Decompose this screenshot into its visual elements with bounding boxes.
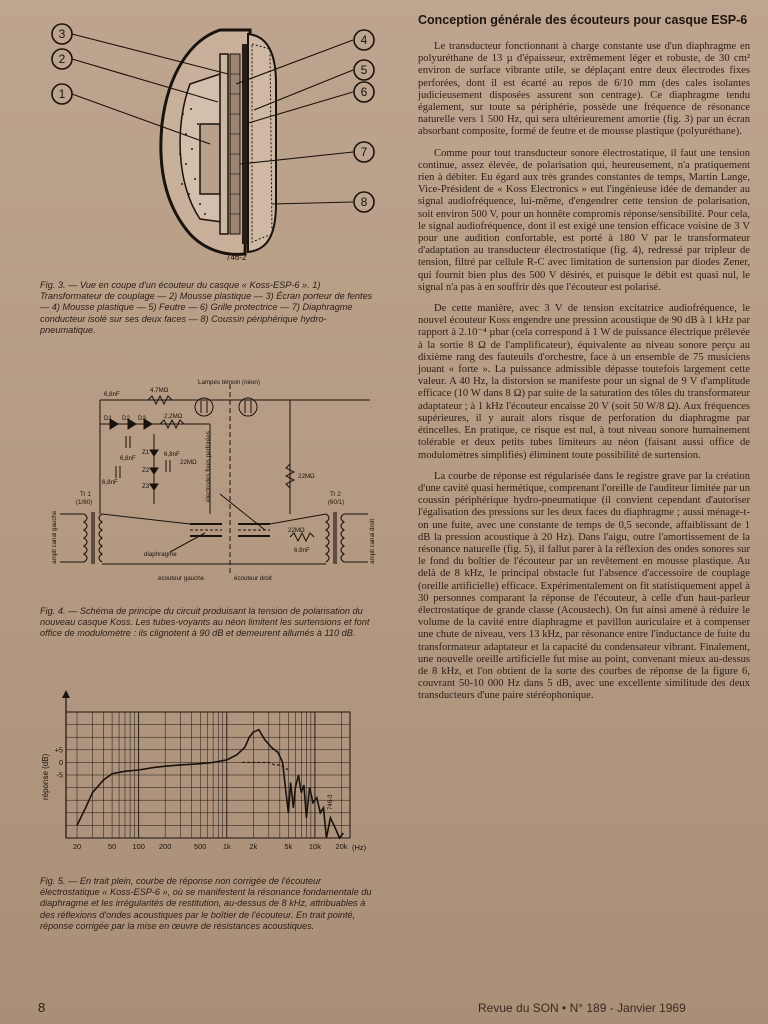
x-tick-label: 5k	[284, 842, 293, 851]
y-tick-label: 0	[58, 757, 63, 767]
paragraph-1: Le transducteur fonctionnant à charge constante use d'un diaphragme en polyuréthane de 13 µ d'épaisseur, extrêmement léger et robuste, de 30 cm² environ de surface vibrante utile, se déplaçant entre deux électrodes fixes perforées, dont il est écarté au repos de 6/10 mm (des cales isolantes judicieusement disposées assurent son centrage). Ce diaphragme tendu également, sur toute sa périphérie, possède une fréquence de résonance naturelle vers 1 500 Hz, qui sera ultérieurement amortie (fig. 3) par un écran absorbant composite, formé de feutre et de mousse plastique (polyuréthane).	[418, 41, 750, 138]
fig5-caption: Fig. 5. — En trait plein, courbe de réponse non corrigée de l'écouteur électrostatique « Koss-ESP-6 », où se manifestent la résonance fondamentale du diaphragme et les irrégularités de restitution, au-dessus de 8 kHz, attribuables à des réflexions d'ondes acoustiques par le boîtier de l'écouteur. En trait pointé, réponse corrigée par la mise en œuvre de résistances acoustiques.	[40, 876, 372, 931]
label-r3: 22MΩ	[180, 459, 197, 466]
y-tick-label: +5	[54, 745, 63, 755]
transformer	[200, 124, 220, 194]
figure-5-response-chart	[40, 690, 380, 860]
label-tr2-ratio: (60/1)	[328, 499, 345, 506]
x-tick-label: 1k	[222, 842, 231, 851]
label-r4: 22MΩ	[298, 473, 315, 480]
chart-mark: 746-3	[328, 794, 334, 810]
article-title: Conception générale des écouteurs pour casque ESP-6	[418, 13, 748, 27]
label-r5: 22MΩ	[288, 527, 305, 534]
fig3-caption: Fig. 3. — Vue en coupe d'un écouteur du casque « Koss-ESP-6 ». 1) Transformateur de couplage — 2) Mousse plastique — 3) Écran porteur de fentes — 4) Mousse plastique — 5) Feutre — 6) Grille protectrice — 7) Diaphragme conducteur isolé sur ses deux faces — 8) Coussin périphérique hydro-pneumatique.	[40, 280, 373, 335]
paragraph-2: Comme pour tout transducteur sonore électrostatique, il faut une tension continue, assez élevée, de polarisation qui, heureusement, n'a pratiquement rien à débiter. Eu égard aux très grandes constantes de temps, Martin Lange, Vice-Président de « Koss Electronics » eut l'ingénieuse idée de demander au signal audiofréquence, lui-même, d'engendrer cette tension de polarisation, soit environ 500 V, pour un honnête compromis réponse/sensibilité. Pour cela, le signal audiofréquence, dont il est exigé une tension efficace voisine de 3 V pour une audition confortable, est porté à 180 V par le transformateur d'adaptation au transducteur électrostatique (fig. 4), redressé par tripleur de tension, filtré par cellule R-C avec limitation de surtension par diodes Zener, qui fournit bien plus des 500 V désirés, et puisque le débit est quasi nul, le signal n'a pas à en souffrir dès que l'écouteur est polarisé.	[418, 147, 750, 293]
callout-1: 1	[58, 87, 66, 101]
x-tick-label: 50	[107, 842, 117, 851]
label-d1: D1	[104, 415, 112, 422]
y-axis-arrow	[62, 690, 70, 698]
callout-8: 8	[360, 195, 368, 209]
label-c4: 6,8nF	[164, 451, 180, 458]
label-c2: 6,8nF	[120, 455, 136, 462]
footer-source: Revue du SON • N° 189 - Janvier 1969	[478, 1001, 686, 1015]
label-tr1-ratio: (1/60)	[76, 499, 93, 506]
figure-4-schematic	[40, 374, 385, 592]
x-tick-label: 500	[193, 842, 207, 851]
label-tr2: Tr 2	[330, 491, 341, 498]
chart-grid	[66, 712, 350, 838]
x-tick-label: 20	[72, 842, 82, 851]
label-z3: Z3	[142, 483, 150, 490]
label-c1: 6,8nF	[104, 391, 120, 398]
fig4-caption: Fig. 4. — Schéma de principe du circuit produisant la tension de polarisation du nouveau casque Koss. Les tubes-voyants au néon limitent les surtensions et font office de modulomètre : ils clignotent à 90 dB et demeurent allumés à 110 dB.	[40, 606, 370, 639]
callout-3: 3	[58, 27, 66, 41]
label-z2: Z2	[142, 467, 150, 474]
x-tick-label: 20k	[335, 842, 348, 851]
label-c5: 6,8nF	[294, 547, 310, 554]
label-r1: 4,7MΩ	[150, 387, 169, 394]
label-lampes: Lampes témoin (néon)	[198, 379, 260, 386]
y-tick-label: -5	[56, 770, 63, 780]
label-tr1: Tr 1	[80, 491, 91, 498]
series-corrected-line	[242, 762, 288, 770]
label-ecouteur-gauche: écouteur gauche	[158, 575, 205, 582]
paragraph-4: La courbe de réponse est régularisée dans le registre grave par la création d'une cavité quasi hermétique, comprenant l'oreille de l'auditeur limitée par un coussin périphérique hydro-pneumatique (il convient cependant d'autoriser l'égalisation des pressions sur les deux faces du diaphragme ; aussi ménage-t-on une fuite, avec une constante de temps de 0,5 seconde, affaiblissant de 1 dB la pression acoustique à 20 Hz). Dans l'aigu, outre l'amortissement de la résonance naturelle (fig. 5), il fallut parer à la réflexion des ondes sonores sur le fond du boîtier de l'écouteur par un revêtement en mousse plastique. Au delà de 8 kHz, le principal obstacle fut l'absence d'accessoire de couplage (oreille artificielle) efficace. Expérimentalement on fit statistiquement appel à 30 personnes comparant la réponse de l'écouteur, à celle d'un haut-parleur électrostatique de grande classe (Acoustech). On fut ainsi amené à réduire le volume de la cavité entre diaphragme et pavillon auriculaire et à compenser une chute de niveau, vers 13 kHz, par résonance entre l'inductance de fuite du transformateur adaptateur et la capacité du condensateur vibrant. Finalement, une nouvelle oreille artificielle fut mise au point, convenant mieux au-dessus de 8 kHz, et l'on obtient de la sorte des courbes de réponse de la figure 6, couvrant 50-10 000 Hz dans 5 dB, avec une excellente similitude des deux transducteurs d'une paire stéréophonique.	[418, 470, 750, 702]
x-tick-label: 2k	[249, 842, 258, 851]
slotted-screen	[220, 54, 228, 234]
label-ampli-gauche: ampli canal gauche	[51, 510, 58, 564]
paragraph-3: De cette manière, avec 3 V de tension excitatrice audiofréquence, le nouvel écouteur Koss engendre une pression acoustique de 90 dB à 1 kHz par rapport à 2.10⁻⁴ µbar (cela correspond à 1 W de puissance électrique prélevée à la sortie 8 Ω de l'amplificateur), équivalente au niveau sonore perçu au dixième rang des fauteuils d'orchestre, face à un ensemble de 75 musiciens jouant « forte ». La puissance admissible dépasse toutefois largement cette valeur. A 40 Hz, la distorsion se manifeste pour un signal de 9 V d'amplitude efficace (10 W dans 8 Ω) par suite de la saturation des tôles du transformateur adaptateur ; à 1 kHz l'écouteur encaisse 20 V (soit 50 W/8 Ω). Aux fréquences supérieures, il y aurait alors risque de perforation du diaphragme par étincelles. En pratique, ce risque est nul, à tout niveau sonore humainement tolérable et deux petits tubes limiteurs au néon (faisant aussi office de modulomètres simplifiés) éliminent toute possibilité de surtension.	[418, 303, 750, 461]
chart-ylabel: réponse (dB)	[41, 753, 50, 800]
fig3-mark: 746-2	[226, 253, 247, 262]
label-diaphragme: diaphragme	[144, 551, 177, 558]
callout-4: 4	[360, 33, 368, 47]
label-d2: D2	[122, 415, 130, 422]
label-r2: 2,2MΩ	[164, 413, 183, 420]
label-ecouteur-droit: écouteur droit	[234, 575, 272, 582]
callout-7: 7	[360, 145, 368, 159]
page-number: 8	[38, 1000, 46, 1015]
callout-6: 6	[360, 85, 368, 99]
article-column	[418, 14, 750, 712]
series-uncorrected-line	[77, 730, 343, 838]
callout-2: 2	[58, 52, 66, 66]
x-tick-label: 200	[158, 842, 172, 851]
x-tick-label: 100	[132, 842, 145, 851]
label-d3: D3	[138, 415, 146, 422]
label-ampli-droit: ampli canal droit	[369, 518, 376, 564]
chart-xlabel: (Hz)	[352, 843, 367, 852]
figure-3-cross-section	[40, 14, 390, 266]
x-tick-label: 10k	[308, 842, 321, 851]
label-z1: Z1	[142, 449, 150, 456]
label-electrodes: électrodes fixes perforées	[205, 431, 212, 502]
callout-5: 5	[360, 63, 368, 77]
label-c3: 6,8nF	[102, 479, 118, 486]
